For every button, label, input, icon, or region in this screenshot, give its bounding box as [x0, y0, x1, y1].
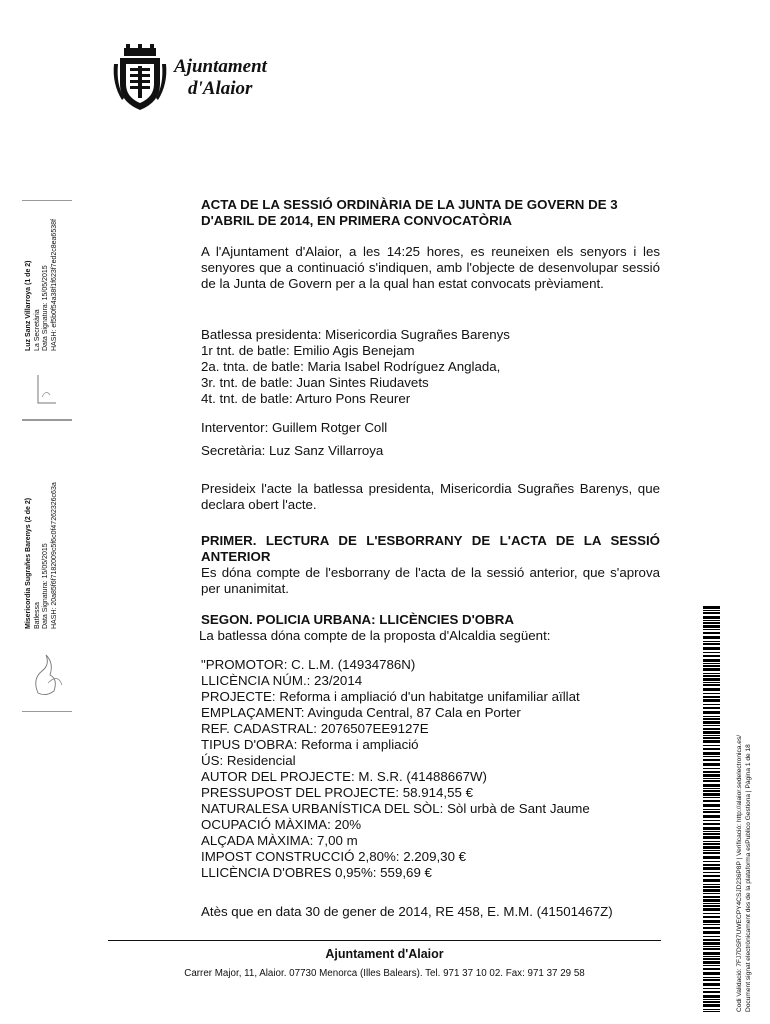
barcode-stripe	[703, 809, 720, 810]
barcode-stripe	[703, 606, 720, 609]
primer-text: Es dóna compte de l'esborrany de l'acta de la sessió anterior, que s'aprova per unanimitat.	[201, 565, 660, 596]
barcode-stripe	[703, 784, 720, 787]
signature-date: Data Signatura: 15/05/2015	[42, 265, 49, 351]
barcode-stripe	[703, 942, 720, 945]
validation-note: Document signat electrònicament des de la plataforma esPublico Gestiona | Pàgina 1 de 18	[744, 744, 752, 1012]
barcode-stripe	[703, 856, 720, 859]
attendee-line: 2a. tnta. de batle: Maria Isabel Rodríguez Anglada,	[201, 359, 501, 374]
barcode-stripe	[703, 927, 720, 929]
barcode-stripe	[703, 711, 720, 714]
attendee-line: 3r. tnt. de batle: Juan Sintes Riudavets	[201, 375, 429, 390]
barcode-stripe	[703, 704, 720, 705]
signature-stamp-icon	[32, 369, 62, 409]
license-line: ÚS: Residencial	[201, 753, 296, 768]
barcode-stripe	[703, 768, 720, 769]
barcode-stripe	[703, 946, 720, 947]
barcode-stripe	[703, 625, 720, 628]
barcode-stripe	[703, 774, 720, 777]
footer-name: Ajuntament d'Alaior	[325, 947, 444, 961]
attendee-line: Batlessa presidenta: Misericordia Sugrañes Barenys	[201, 327, 510, 342]
license-line: EMPLAÇAMENT: Avinguda Central, 87 Cala en Porter	[201, 705, 521, 720]
barcode-stripe	[703, 861, 720, 862]
barcode-stripe	[703, 875, 720, 877]
barcode-stripe	[703, 977, 720, 978]
barcode-stripe	[703, 688, 720, 691]
license-line: "PROMOTOR: C. L.M. (14934786N)	[201, 657, 416, 672]
barcode-stripe	[703, 737, 720, 739]
barcode-stripe	[703, 778, 720, 779]
barcode-stripe	[703, 864, 720, 866]
barcode-stripe	[703, 693, 720, 694]
barcode-stripe	[703, 831, 720, 832]
logo-line-1: Ajuntament	[174, 56, 267, 77]
barcode-stripe	[703, 889, 720, 892]
secretaria-line: Secretària: Luz Sanz Villarroya	[201, 443, 384, 458]
barcode-stripe	[703, 968, 720, 970]
license-line: NATURALESA URBANÍSTICA DEL SÒL: Sòl urbà de Sant Jaume	[201, 801, 590, 816]
signature-block-2	[22, 420, 72, 712]
coat-of-arms-icon	[112, 44, 168, 114]
barcode-stripe	[703, 924, 720, 925]
license-line: IMPOST CONSTRUCCIÓ 2,80%: 2.209,30 €	[201, 849, 467, 864]
barcode-stripe	[703, 655, 720, 657]
barcode-stripe	[703, 788, 720, 789]
barcode-stripe	[703, 815, 720, 818]
barcode-icon	[703, 606, 720, 1012]
barcode-stripe	[703, 999, 720, 1000]
barcode-stripe	[703, 622, 720, 624]
barcode-stripe	[703, 991, 720, 993]
presideix-paragraph: Presideix l'acte la batlessa presidenta, Misericordia Sugrañes Barenys, que declara obert l'acte.	[201, 481, 660, 512]
license-line: PRESSUPOST DEL PROJECTE: 58.914,55 €	[201, 785, 473, 800]
barcode-stripe	[703, 721, 720, 724]
barcode-stripe	[703, 983, 720, 986]
barcode-stripe	[703, 728, 720, 730]
license-line: LLICÈNCIA D'OBRES 0,95%: 559,69 €	[201, 865, 432, 880]
barcode-stripe	[703, 846, 720, 849]
barcode-stripe	[703, 725, 720, 726]
barcode-stripe	[703, 916, 720, 918]
barcode-stripe	[703, 841, 720, 842]
barcode-stripe	[703, 612, 720, 614]
barcode-stripe	[703, 696, 720, 698]
ates-paragraph: Atès que en data 30 de gener de 2014, RE 458, E. M.M. (41501467Z)	[201, 904, 613, 919]
barcode-stripe	[703, 939, 720, 941]
attendee-line: 4t. tnt. de batle: Arturo Pons Reurer	[201, 391, 411, 406]
barcode-stripe	[703, 1001, 720, 1003]
barcode-stripe	[703, 905, 720, 907]
barcode-stripe	[703, 956, 720, 957]
barcode-stripe	[703, 1004, 720, 1007]
barcode-stripe	[703, 958, 720, 960]
signature-hash: HASH: ef5b0f54a38f1f623f7ed2c8ea6538f	[50, 219, 58, 351]
barcode-stripe	[703, 735, 720, 736]
signature-date: Data Signatura: 15/05/2015	[42, 543, 49, 629]
barcode-stripe	[703, 800, 720, 802]
signature-role: Batlessa	[33, 602, 41, 629]
intro-paragraph: A l'Ajuntament d'Alaior, a les 14:25 hores, es reuneixen els senyors i les senyores que a continuació s'indiquen, amb l'objecte de desenvolupar sessió de la Junta de Govern per a la qual han estat convocats prèviament.	[201, 244, 660, 291]
barcode-stripe	[703, 641, 720, 642]
barcode-stripe	[703, 793, 720, 796]
segon-text: La batlessa dóna compte de la proposta d'Alcaldia següent:	[199, 628, 551, 643]
logo-line-2: d'Alaior	[188, 78, 253, 99]
barcode-stripe	[703, 668, 720, 671]
barcode-stripe	[703, 752, 720, 755]
barcode-stripe	[703, 636, 720, 639]
barcode-stripe	[703, 748, 720, 750]
barcode-stripe	[703, 673, 720, 674]
ajuntament-logo	[112, 44, 282, 114]
interventor-line: Interventor: Guillem Rotger Coll	[201, 420, 388, 435]
barcode-stripe	[703, 843, 720, 845]
barcode-stripe	[703, 731, 720, 734]
barcode-stripe	[703, 616, 720, 619]
handwritten-signature-icon	[28, 643, 68, 703]
barcode-stripe	[703, 965, 720, 966]
barcode-stripe	[703, 952, 720, 955]
barcode-stripe	[703, 707, 720, 709]
barcode-stripe	[703, 665, 720, 667]
barcode-stripe	[703, 820, 720, 821]
barcode-stripe	[703, 716, 720, 717]
document-title: ACTA DE LA SESSIÓ ORDINÀRIA DE LA JUNTA DE GOVERN DE 3 D'ABRIL DE 2014, EN PRIMERA CONVOCATÒRIA	[201, 197, 618, 228]
barcode-stripe	[703, 811, 720, 813]
barcode-stripe	[703, 836, 720, 839]
barcode-stripe	[703, 745, 720, 746]
signature-hash: HASH: 20a85f6f7182009c5f6c0f47262326c63a	[50, 482, 58, 629]
barcode-stripe	[703, 872, 720, 873]
barcode-stripe	[703, 972, 720, 975]
barcode-stripe	[703, 780, 720, 782]
barcode-stripe	[703, 850, 720, 851]
barcode-stripe	[703, 804, 720, 807]
barcode-stripe	[703, 682, 720, 683]
barcode-stripe	[703, 879, 720, 882]
barcode-stripe	[703, 823, 720, 825]
barcode-stripe	[703, 790, 720, 792]
barcode-stripe	[703, 740, 720, 743]
barcode-stripe	[703, 771, 720, 773]
barcode-stripe	[703, 913, 720, 914]
barcode-stripe	[703, 896, 720, 898]
barcode-stripe	[703, 610, 720, 611]
barcode-stripe	[703, 936, 720, 937]
segon-heading: SEGON. POLICIA URBANA: LLICÈNCIES D'OBRA	[201, 612, 514, 627]
barcode-stripe	[703, 920, 720, 923]
license-details	[201, 657, 660, 881]
barcode-stripe	[703, 886, 720, 888]
barcode-stripe	[703, 988, 720, 989]
barcode-stripe	[703, 899, 720, 902]
barcode-stripe	[703, 659, 720, 662]
barcode-stripe	[703, 643, 720, 645]
license-line: REF. CADASTRAL: 2076507EE9127E	[201, 721, 429, 736]
barcode-stripe	[703, 995, 720, 998]
barcode-stripe	[703, 718, 720, 720]
validation-code: Codi Validació: 7FJ7DSR7UWECPY4CSJD236P8P | Verificació: http://alaior.sedelectronica.es/	[736, 734, 743, 1012]
barcode-stripe	[703, 763, 720, 766]
barcode-stripe	[703, 675, 720, 677]
footer-address: Carrer Major, 11, Alaior. 07730 Menorca (Illes Balears). Tel. 971 37 10 02. Fax: 971 37 29 58	[184, 968, 585, 979]
barcode-stripe	[703, 629, 720, 630]
barcode-stripe	[703, 1009, 720, 1010]
barcode-stripe	[703, 759, 720, 761]
signature-name: Misericordia Sugrañes Barenys (2 de 2)	[25, 497, 32, 629]
license-line: PROJECTE: Reforma i ampliació d'un habitatge unifamiliar aïllat	[201, 689, 580, 704]
license-line: TIPUS D'OBRA: Reforma i ampliació	[201, 737, 419, 752]
barcode-stripe	[703, 699, 720, 702]
barcode-stripe	[703, 652, 720, 653]
signature-block-1	[22, 200, 72, 420]
barcode-stripe	[703, 908, 720, 911]
barcode-stripe	[703, 893, 720, 894]
barcode-stripe	[703, 867, 720, 870]
barcode-stripe	[703, 884, 720, 885]
footer-divider	[108, 940, 661, 941]
barcode-stripe	[703, 979, 720, 981]
barcode-stripe	[703, 647, 720, 650]
license-line: LLICÈNCIA NÚM.: 23/2014	[201, 673, 363, 688]
primer-heading: PRIMER. LECTURA DE L'ESBORRANY DE L'ACTA DE LA SESSIÓ ANTERIOR	[201, 533, 660, 564]
signature-role: La Secretària	[33, 309, 41, 351]
barcode-stripe	[703, 632, 720, 634]
barcode-stripe	[703, 827, 720, 830]
barcode-stripe	[703, 1011, 720, 1012]
license-line: ALÇADA MÀXIMA: 7,00 m	[201, 833, 358, 848]
license-line: OCUPACIÓ MÀXIMA: 20%	[201, 817, 362, 832]
barcode-stripe	[703, 931, 720, 934]
barcode-stripe	[703, 961, 720, 964]
barcode-stripe	[703, 663, 720, 664]
barcode-stripe	[703, 797, 720, 798]
attendees-list	[201, 327, 660, 407]
license-line: AUTOR DEL PROJECTE: M. S.R. (41488667W)	[201, 769, 487, 784]
barcode-stripe	[703, 684, 720, 686]
barcode-stripe	[703, 756, 720, 757]
signature-name: Luz Sanz Villarroya (1 de 2)	[25, 260, 32, 351]
attendee-line: 1r tnt. de batle: Emilio Agis Benejam	[201, 343, 415, 358]
barcode-stripe	[703, 620, 720, 621]
barcode-stripe	[703, 833, 720, 835]
barcode-stripe	[703, 903, 720, 904]
barcode-stripe	[703, 948, 720, 950]
barcode-stripe	[703, 852, 720, 854]
barcode-stripe	[703, 678, 720, 681]
